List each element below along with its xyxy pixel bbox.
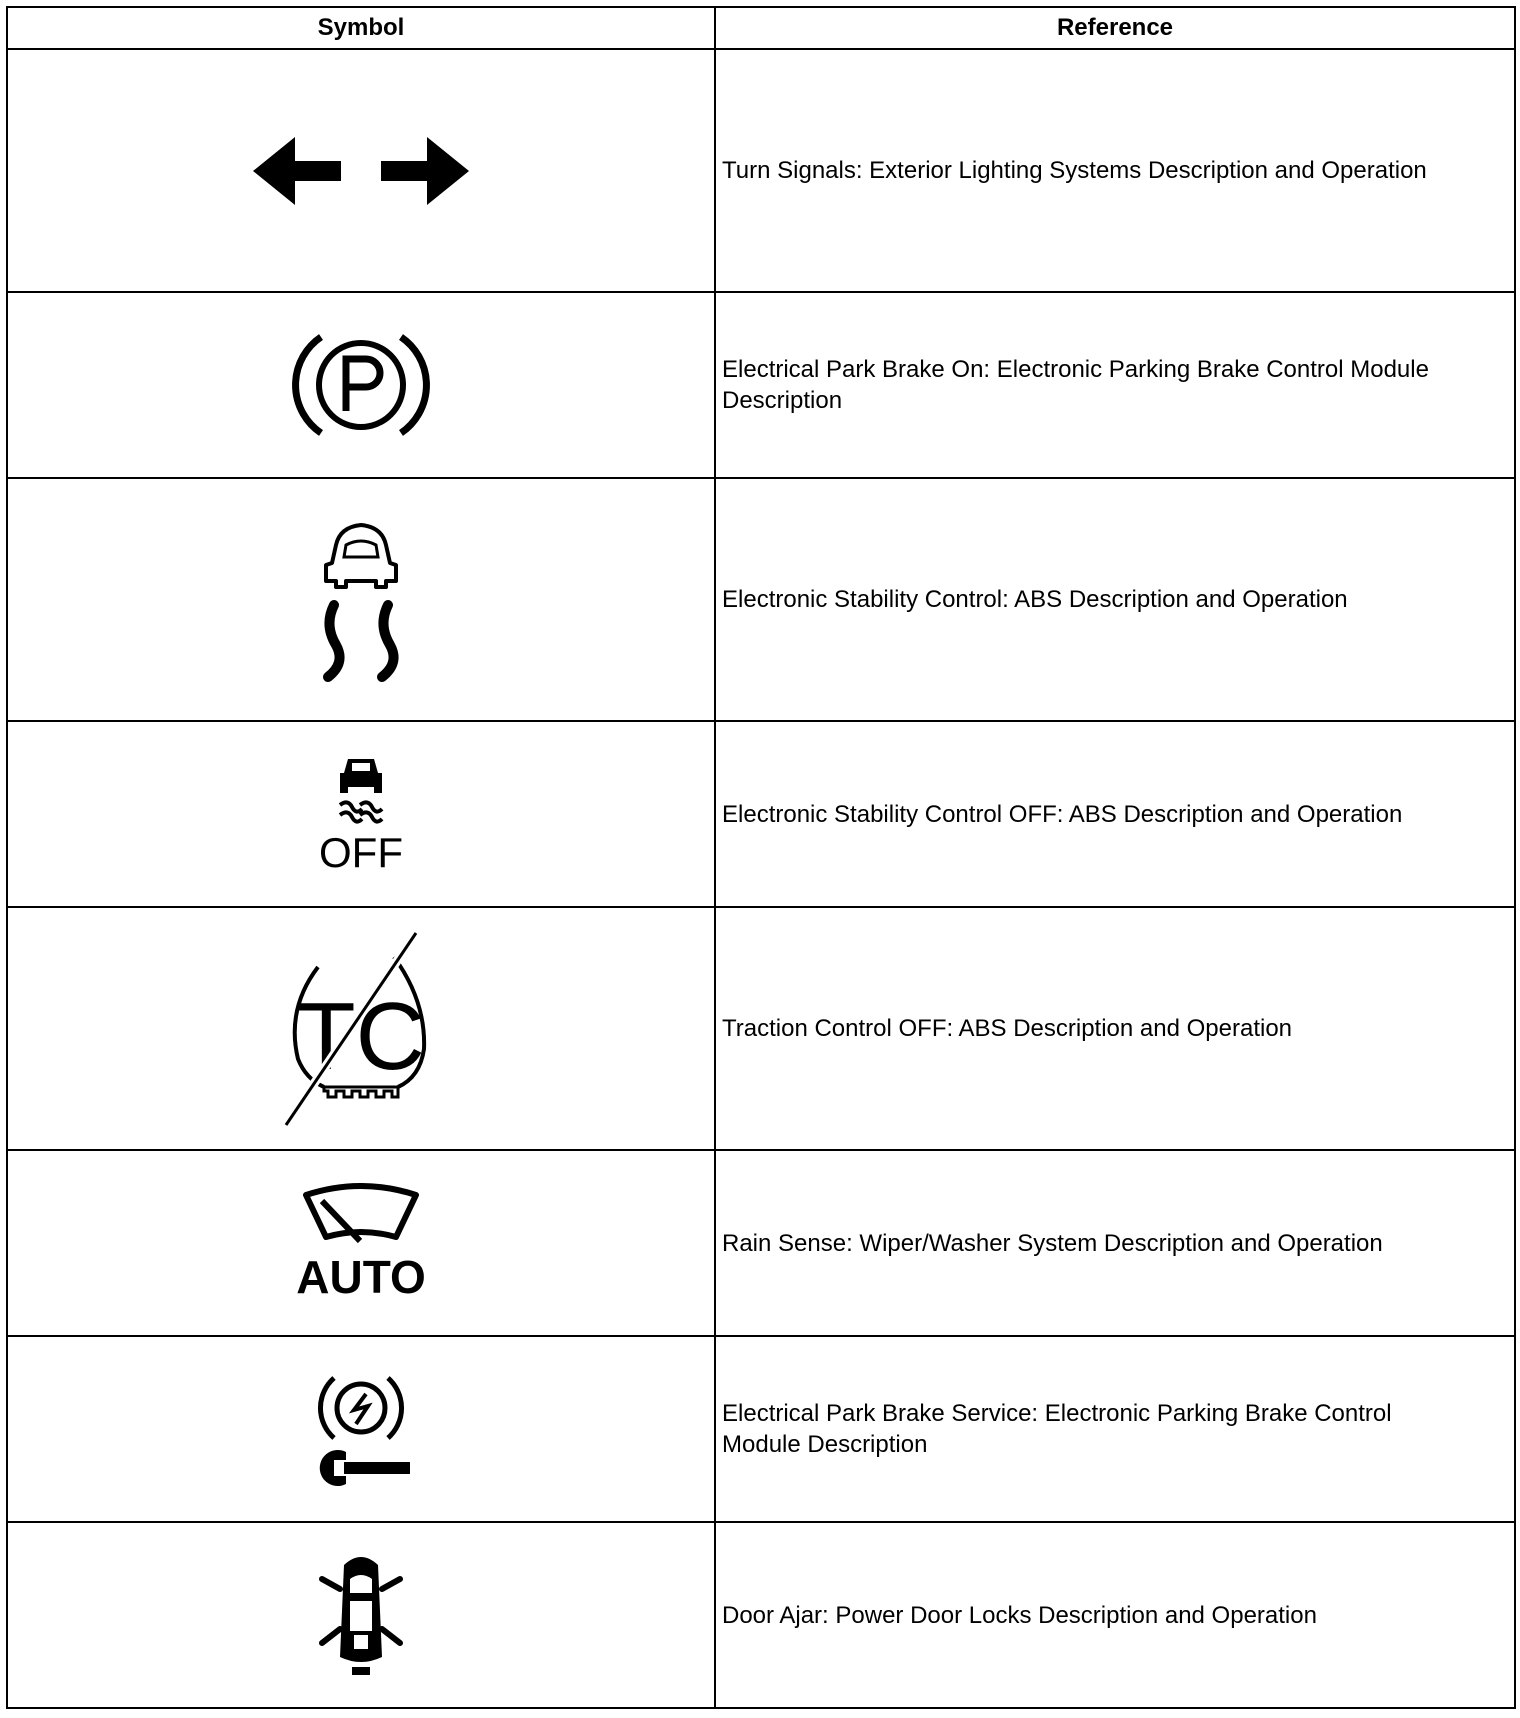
table-row bbox=[7, 292, 1515, 478]
symbol-cell bbox=[7, 49, 715, 292]
reference-cell: Rain Sense: Wiper/Washer System Description and Operation bbox=[715, 1150, 1515, 1336]
symbol-cell bbox=[7, 292, 715, 478]
rain-sense-wiper-icon bbox=[296, 1183, 426, 1303]
reference-cell: Traction Control OFF: ABS Description and Operation bbox=[715, 907, 1515, 1150]
reference-cell: Electronic Stability Control OFF: ABS Description and Operation bbox=[715, 721, 1515, 907]
symbol-column-header: Symbol bbox=[7, 7, 715, 49]
table-header-row bbox=[7, 7, 1515, 49]
symbol-cell bbox=[7, 1150, 715, 1336]
table-row bbox=[7, 478, 1515, 721]
stability-off-icon-text: OFF bbox=[319, 829, 403, 876]
traction-control-off-icon bbox=[276, 929, 446, 1129]
reference-column-header: Reference bbox=[715, 7, 1515, 49]
stability-control-off-icon bbox=[316, 749, 406, 879]
table-row bbox=[7, 721, 1515, 907]
symbol-cell bbox=[7, 1336, 715, 1522]
symbol-cell bbox=[7, 478, 715, 721]
reference-cell: Turn Signals: Exterior Lighting Systems Description and Operation bbox=[715, 49, 1515, 292]
symbol-cell bbox=[7, 721, 715, 907]
reference-cell: Electrical Park Brake Service: Electronic Parking Brake Control Module Description bbox=[715, 1336, 1515, 1522]
reference-cell: Electronic Stability Control: ABS Description and Operation bbox=[715, 478, 1515, 721]
park-brake-service-icon bbox=[306, 1364, 416, 1494]
table-row bbox=[7, 1522, 1515, 1708]
symbol-cell bbox=[7, 907, 715, 1150]
traction-icon-text: TC bbox=[297, 982, 425, 1090]
stability-control-icon bbox=[306, 515, 416, 685]
table-row bbox=[7, 907, 1515, 1150]
table-row bbox=[7, 1336, 1515, 1522]
table-row bbox=[7, 1150, 1515, 1336]
reference-cell: Door Ajar: Power Door Locks Description and Operation bbox=[715, 1522, 1515, 1708]
turn-signal-arrows-icon bbox=[251, 131, 471, 211]
symbol-cell bbox=[7, 1522, 715, 1708]
reference-cell: Electrical Park Brake On: Electronic Parking Brake Control Module Description bbox=[715, 292, 1515, 478]
table-row bbox=[7, 49, 1515, 292]
door-ajar-icon bbox=[306, 1545, 416, 1685]
park-brake-icon bbox=[286, 325, 436, 445]
indicator-reference-table bbox=[6, 6, 1516, 1709]
rain-sense-icon-text: AUTO bbox=[296, 1251, 426, 1303]
